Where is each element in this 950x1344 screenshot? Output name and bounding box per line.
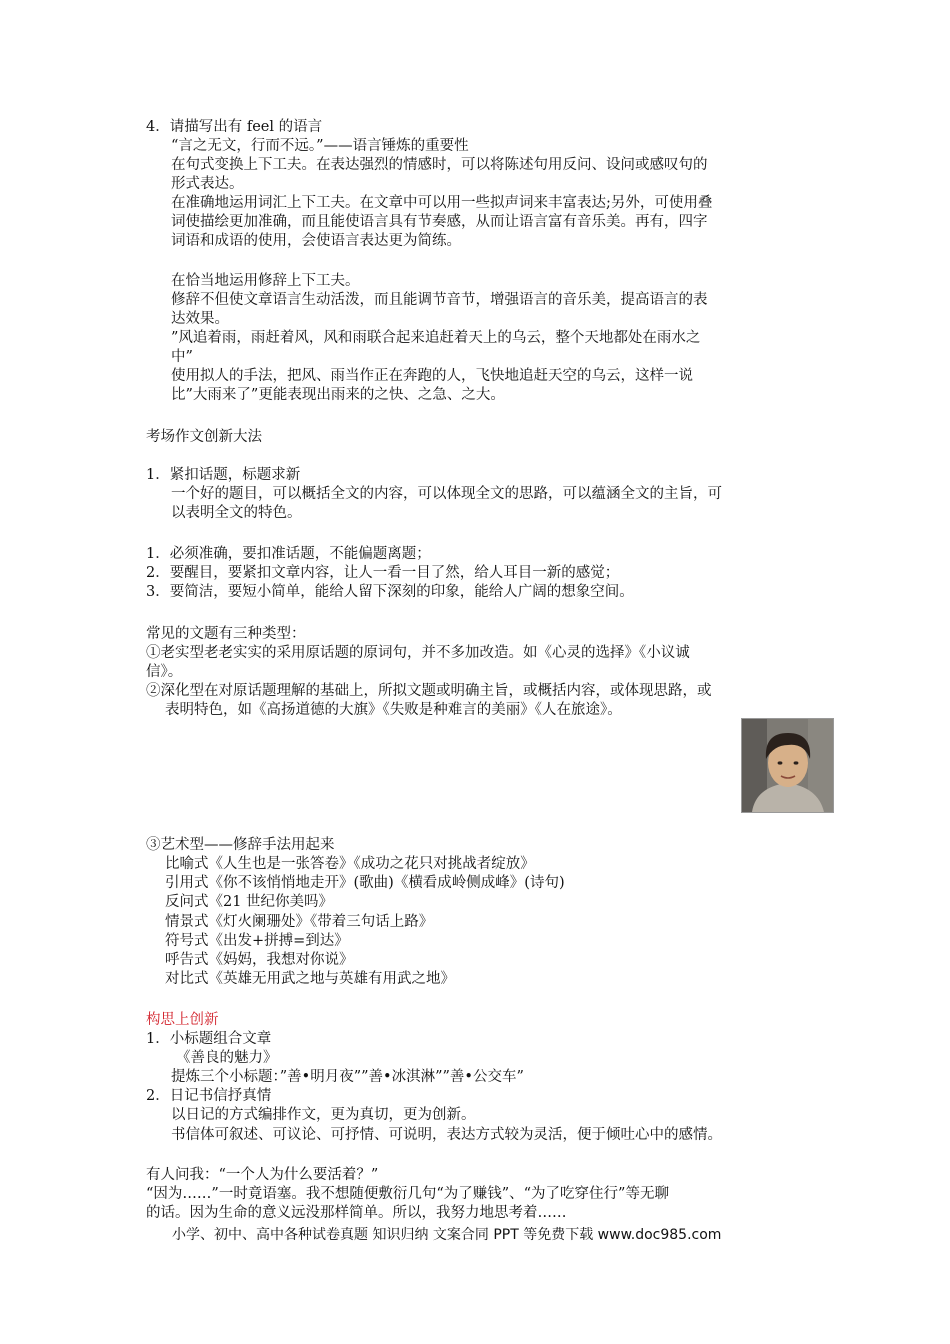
- paragraph-line: 在准确地运用词汇上下工夫。在文章中可以用一些拟声词来丰富表达;另外，可使用叠: [171, 195, 713, 211]
- paragraph-line: 使用拟人的手法，把风、雨当作正在奔跑的人，飞快地追赶天空的乌云，这样一说: [171, 368, 693, 384]
- paragraph-line: 比”大雨来了”更能表现出雨来的之快、之急、之大。: [171, 387, 505, 403]
- paragraph-line: 在句式变换上下工夫。在表达强烈的情感时，可以将陈述句用反问、设问或感叹句的: [171, 157, 708, 173]
- title-example: 比喻式《人生也是一张答卷》《成功之花只对挑战者绽放》: [165, 856, 535, 872]
- list-item: 2．要醒目，要紧扣文章内容，让人一看一目了然，给人耳目一新的感觉；: [146, 565, 620, 581]
- paragraph-line: 词语和成语的使用，会使语言表达更为简练。: [171, 233, 461, 249]
- paragraph-line: 一个好的题目，可以概括全文的内容，可以体现全文的思路，可以蕴涵全文的主旨，可: [171, 486, 722, 502]
- title-example: 呼告式《妈妈，我想对你说》: [165, 952, 354, 968]
- list-item-heading: 1．紧扣话题，标题求新: [146, 467, 301, 483]
- paragraph-line: 在恰当地运用修辞上下工夫。: [171, 273, 360, 289]
- paragraph-line: 以表明全文的特色。: [171, 505, 302, 521]
- section-title-red: 构思上创新: [146, 1012, 219, 1028]
- list-item: ①老实型老老实实的采用原话题的原词句，并不多加改造。如《心灵的选择》《小议诚: [146, 645, 690, 661]
- title-example: 反问式《21 世纪你美吗》: [165, 894, 334, 910]
- paragraph-line: 达效果。: [171, 311, 229, 327]
- quote-line: “言之无文，行而不远。”——语言锤炼的重要性: [171, 138, 469, 154]
- list-item: 3．要简洁，要短小简单，能给人留下深刻的印象，能给人广阔的想象空间。: [146, 584, 634, 600]
- list-item-heading: 1．小标题组合文章: [146, 1031, 272, 1047]
- paragraph-line: 以日记的方式编排作文，更为真切，更为创新。: [171, 1107, 476, 1123]
- portrait-image: [742, 719, 833, 812]
- title-example: 情景式《灯火阑珊处》《带着三句话上路》: [165, 914, 434, 930]
- title-example: 引用式《你不该悄悄地走开》(歌曲)《横看成岭侧成峰》(诗句): [165, 875, 565, 891]
- list-item: 信》。: [146, 664, 183, 680]
- list-item: ②深化型在对原话题理解的基础上，所拟文题或明确主旨，或概括内容，或体现思路，或: [146, 683, 712, 699]
- list-item: 表明特色，如《高扬道德的大旗》《失败是种难言的美丽》《人在旅途》。: [165, 702, 622, 718]
- paragraph-line: 有人问我：“一个人为什么要活着？”: [146, 1167, 379, 1183]
- paragraph-line: “因为……”一时竟语塞。我不想随便敷衍几句“为了赚钱”、“为了吃穿住行”等无聊: [146, 1186, 669, 1202]
- paragraph-line: 词使描绘更加准确，而且能使语言具有节奏感，从而让语言富有音乐美。再有，四字: [171, 214, 708, 230]
- list-item: 1．必须准确，要扣准话题，不能偏题离题；: [146, 546, 431, 562]
- example-line: 中”: [171, 349, 193, 365]
- list-item-heading: ③艺术型——修辞手法用起来: [146, 837, 335, 853]
- title-example: 对比式《英雄无用武之地与英雄有用武之地》: [165, 971, 455, 987]
- footer-text: 小学、初中、高中各种试卷真题 知识归纳 文案合同 PPT 等免费下载 www.doc985.com: [172, 1227, 722, 1243]
- list-item-heading: 2．日记书信抒真情: [146, 1088, 272, 1104]
- paragraph-line: 提炼三个小标题：”善•明月夜””善•冰淇淋””善•公交车”: [171, 1069, 524, 1085]
- example-line: ”风追着雨，雨赶着风，风和雨联合起来追赶着天上的乌云，整个天地都处在雨水之: [171, 330, 701, 346]
- section-title: 考场作文创新大法: [146, 429, 262, 445]
- paragraph-line: 修辞不但使文章语言生动活泼，而且能调节音节，增强语言的音乐美，提高语言的表: [171, 292, 708, 308]
- paragraph-line: 常见的文题有三种类型：: [146, 626, 306, 642]
- section-4-heading: 4．请描写出有 feel 的语言: [146, 119, 323, 135]
- title-example: 符号式《出发+拼搏=到达》: [165, 933, 349, 949]
- paragraph-line: 形式表达。: [171, 176, 244, 192]
- paragraph-line: 的话。因为生命的意义远没那样简单。所以，我努力地思考着……: [146, 1205, 567, 1221]
- paragraph-line: 书信体可叙述、可议论、可抒情、可说明，表达方式较为灵活，便于倾吐心中的感情。: [171, 1127, 722, 1143]
- title-example: 《善良的魅力》: [176, 1050, 278, 1066]
- portrait-photo: [741, 718, 834, 813]
